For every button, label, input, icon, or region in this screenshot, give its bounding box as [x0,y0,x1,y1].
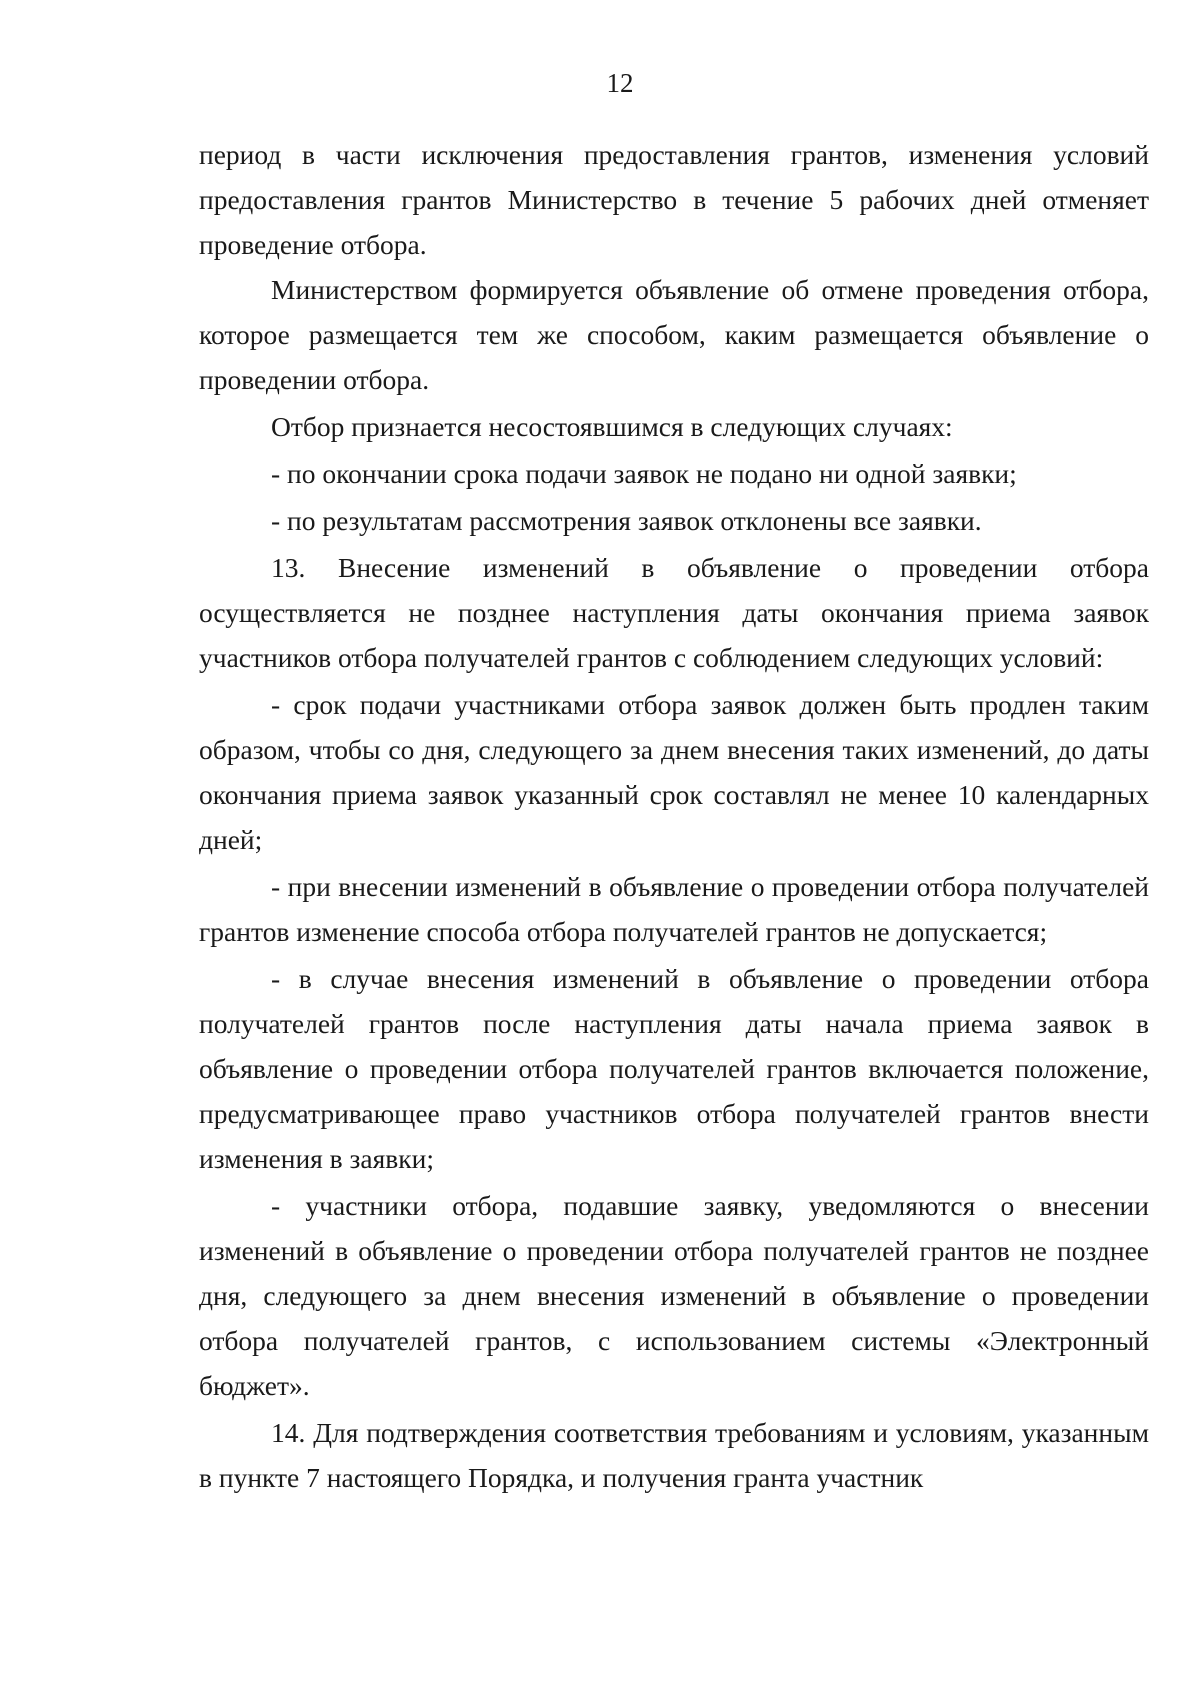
list-item-deadline-extension: - срок подачи участниками отбора заявок должен быть продлен таким образом, чтобы со дня, следующего за днем внесения таких изменений, до даты окончания приема заявок указанный срок составлял не менее 10 календарных дней; [199,689,1149,855]
list-item-notification: - участники отбора, подавшие заявку, уведомляются о внесении изменений в объявление о проведении отбора получателей грантов не позднее дня, следующего за днем внесения изменений в объявление о проведении отбора получателей грантов, с использованием системы «Электронный бюджет». [199,1190,1149,1401]
list-item-right-to-amend: - в случае внесения изменений в объявление о проведении отбора получателей грантов после наступления даты начала приема заявок в объявление о проведении отбора получателей грантов включается положение, предусматривающее право участников отбора получателей грантов внести изменения в заявки; [199,963,1149,1174]
page-number: 12 [606,68,634,98]
document-body [199,132,1149,1502]
paragraph-cancellation-announcement: Министерством формируется объявление об отмене проведения отбора, которое размещается тем же способом, каким размещается объявление о проведении отбора. [199,274,1149,395]
paragraph-continuation: период в части исключения предоставления грантов, изменения условий предоставления грантов Министерство в течение 5 рабочих дней отменяет проведение отбора. [199,139,1149,260]
list-item-all-rejected: - по результатам рассмотрения заявок отклонены все заявки. [271,505,982,536]
paragraph-item-14: 14. Для подтверждения соответствия требованиям и условиям, указанным в пункте 7 настоящего Порядка, и получения гранта участник [199,1417,1149,1493]
list-item-no-applications: - по окончании срока подачи заявок не подано ни одной заявки; [271,458,1017,489]
paragraph-item-13: 13. Внесение изменений в объявление о проведении отбора осуществляется не позднее наступления даты окончания приема заявок участников отбора получателей грантов с соблюдением следующих условий: [199,552,1149,673]
paragraph-failed-selection-intro: Отбор признается несостоявшимся в следующих случаях: [271,411,953,442]
list-item-method-unchanged: - при внесении изменений в объявление о проведении отбора получателей грантов изменение способа отбора получателей грантов не допускается; [199,871,1149,947]
